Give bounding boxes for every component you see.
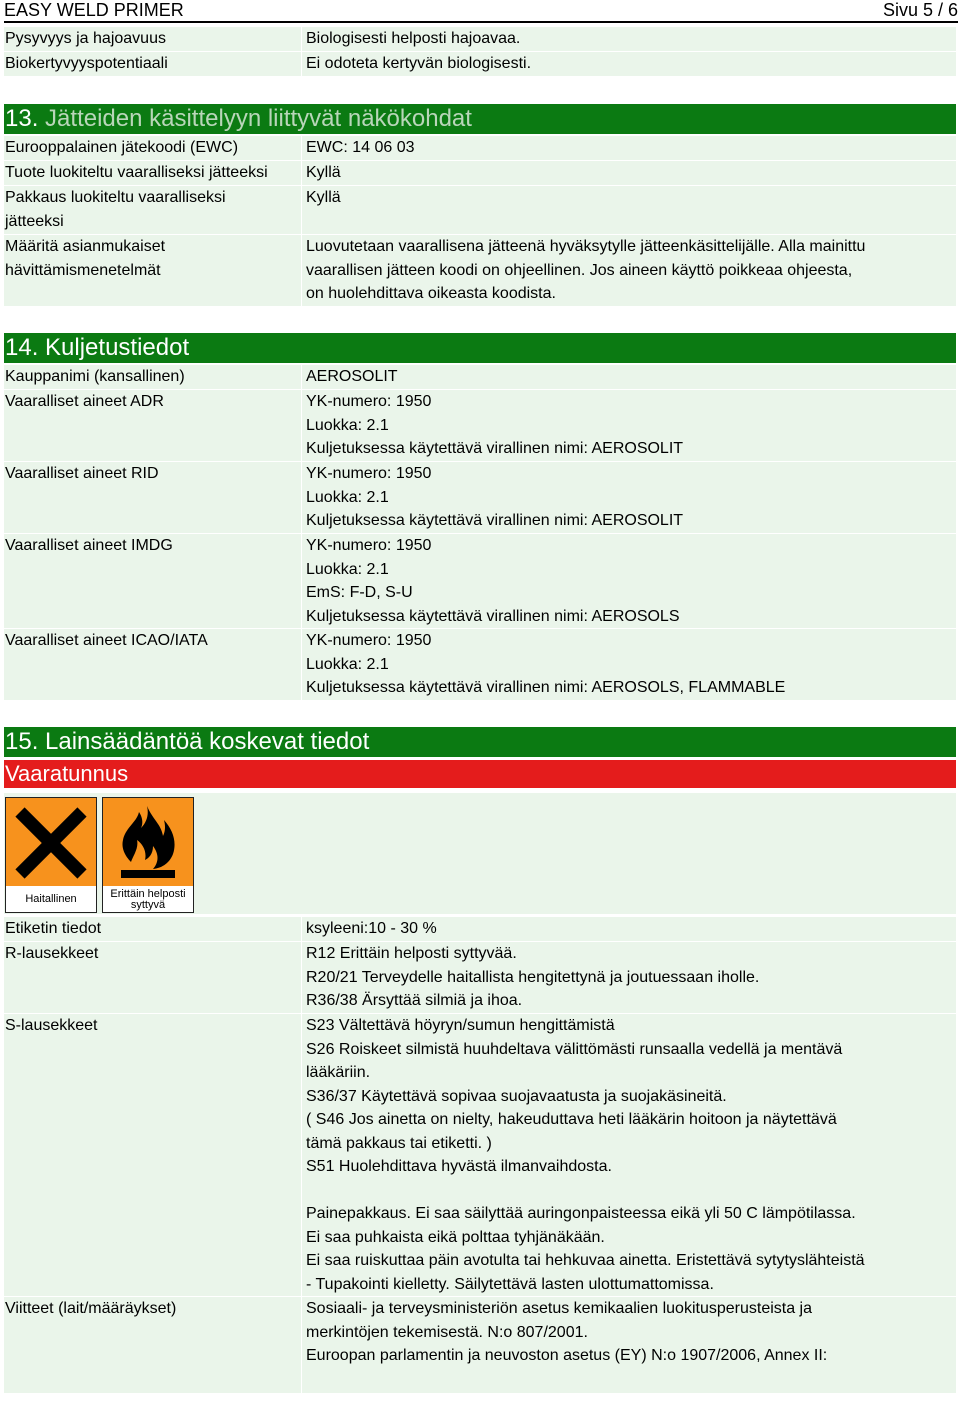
row-label: Vaaralliset aineet ICAO/IATA xyxy=(4,629,301,700)
row-value: ksyleeni:10 - 30 % xyxy=(302,917,956,941)
pictogram-caption: Erittäin helposti syttyvä xyxy=(110,887,186,911)
section-title: Jätteiden käsittelyyn liittyvät näkökohdat xyxy=(45,105,472,132)
table-row xyxy=(4,917,956,941)
row-value: YK-numero: 1950 Luokka: 2.1 Kuljetuksessa käytettävä virallinen nimi: AEROSOLIT xyxy=(302,462,956,533)
row-value: S23 Vältettävä höyryn/sumun hengittämistä S26 Roiskeet silmistä huuhdeltava välittömästi runsaalla vedellä ja mentävä lääkäriin. S36/37 Käytettävä sopivaa suojavaatusta ja suojakäsineitä. ( S46 Jos ainetta on nielty, hakeuduttava heti lääkärin hoitoon ja näytettävä tämä pakkaus tai etiketti. ) S51 Huolehdittava hyvästä ilmanvaihdosta. Painepakkaus. Ei saa säilyttää auringonpaisteessa eikä yli 50 C lämpötilassa. Ei saa puhkaista eikä polttaa tyhjänäkään. Ei saa ruiskuttaa päin avotulta tai hehkuvaa ainetta. Eristettävä sytytyslähteistä - Tupakointi kielletty. Säilytettävä lasten ulottumattomissa. xyxy=(302,1014,956,1296)
section-number: 13. xyxy=(5,105,39,132)
row-value: Ei odoteta kertyvän biologisesti. xyxy=(302,52,956,76)
document-title: EASY WELD PRIMER xyxy=(4,0,184,20)
table-row xyxy=(4,629,956,700)
table-row xyxy=(4,365,956,389)
table-row xyxy=(4,534,956,628)
hazard-symbol-heading xyxy=(4,760,956,788)
section-13-heading xyxy=(4,104,956,134)
table-row xyxy=(4,52,956,76)
row-label: Eurooppalainen jätekoodi (EWC) xyxy=(4,136,301,160)
section-14-heading xyxy=(4,333,956,363)
table-row xyxy=(4,161,956,185)
row-value: EWC: 14 06 03 xyxy=(302,136,956,160)
row-label: Biokertyvyyspotentiaali xyxy=(4,52,301,76)
table-row xyxy=(4,27,956,51)
row-label: Tuote luokiteltu vaaralliseksi jätteeksi xyxy=(4,161,301,185)
pictogram-caption: Haitallinen xyxy=(25,893,77,905)
row-value: Kyllä xyxy=(302,186,956,234)
row-label: Kauppanimi (kansallinen) xyxy=(4,365,301,389)
row-value: YK-numero: 1950 Luokka: 2.1 Kuljetuksessa käytettävä virallinen nimi: AEROSOLS, FLAMMABLE xyxy=(302,629,956,700)
pictogram-flammable xyxy=(102,797,194,913)
row-label: Pakkaus luokiteltu vaaralliseksi jätteeksi xyxy=(4,186,301,234)
row-label: Vaaralliset aineet IMDG xyxy=(4,534,301,628)
section-15-heading xyxy=(4,727,956,757)
row-label: Vaaralliset aineet ADR xyxy=(4,390,301,461)
harmful-cross-icon xyxy=(6,798,96,886)
table-row xyxy=(4,462,956,533)
row-label: S-lausekkeet xyxy=(4,1014,301,1296)
section-title: 15. Lainsäädäntöä koskevat tiedot xyxy=(5,728,370,755)
row-value: Biologisesti helposti hajoavaa. xyxy=(302,27,956,51)
row-label: R-lausekkeet xyxy=(4,942,301,1013)
subsection-title: Vaaratunnus xyxy=(5,761,129,786)
row-value: YK-numero: 1950 Luokka: 2.1 Kuljetuksessa käytettävä virallinen nimi: AEROSOLIT xyxy=(302,390,956,461)
table-row xyxy=(4,942,956,1013)
section-title: 14. Kuljetustiedot xyxy=(5,334,190,361)
table-row xyxy=(4,235,956,306)
row-label: Vaaralliset aineet RID xyxy=(4,462,301,533)
row-value: Sosiaali- ja terveysministeriön asetus kemikaalien luokitusperusteista ja merkintöjen tekemisestä. N:o 807/2001. Euroopan parlamentin ja neuvoston asetus (EY) N:o 1907/2006, Annex II: xyxy=(302,1297,956,1393)
table-row xyxy=(4,186,956,234)
row-value: Luovutetaan vaarallisena jätteenä hyväksytylle jätteenkäsittelijälle. Alla mainittu vaarallisen jätteen koodi on ohjeellinen. Jos aineen käyttö poikkeaa ohjeesta, on huolehdittava oikeasta koodista. xyxy=(302,235,956,306)
row-label: Etiketin tiedot xyxy=(4,917,301,941)
table-row xyxy=(4,136,956,160)
page-header xyxy=(4,0,958,23)
table-row xyxy=(4,1014,956,1296)
row-label: Viitteet (lait/määräykset) xyxy=(4,1297,301,1393)
page-number: Sivu 5 / 6 xyxy=(882,0,958,20)
table-row xyxy=(4,1297,956,1393)
pictogram-harmful xyxy=(5,797,97,913)
row-value: YK-numero: 1950 Luokka: 2.1 EmS: F-D, S-U Kuljetuksessa käytettävä virallinen nimi: AEROSOLS xyxy=(302,534,956,628)
row-value: R12 Erittäin helposti syttyvää. R20/21 Terveydelle haitallista hengitettynä ja joutuessaan iholle. R36/38 Ärsyttää silmiä ja ihoa. xyxy=(302,942,956,1013)
flame-icon xyxy=(103,798,193,886)
pictogram-area xyxy=(4,793,956,914)
table-row xyxy=(4,390,956,461)
row-value: AEROSOLIT xyxy=(302,365,956,389)
row-label: Määritä asianmukaiset hävittämismenetelmät xyxy=(4,235,301,306)
row-value: Kyllä xyxy=(302,161,956,185)
row-label: Pysyvyys ja hajoavuus xyxy=(4,27,301,51)
